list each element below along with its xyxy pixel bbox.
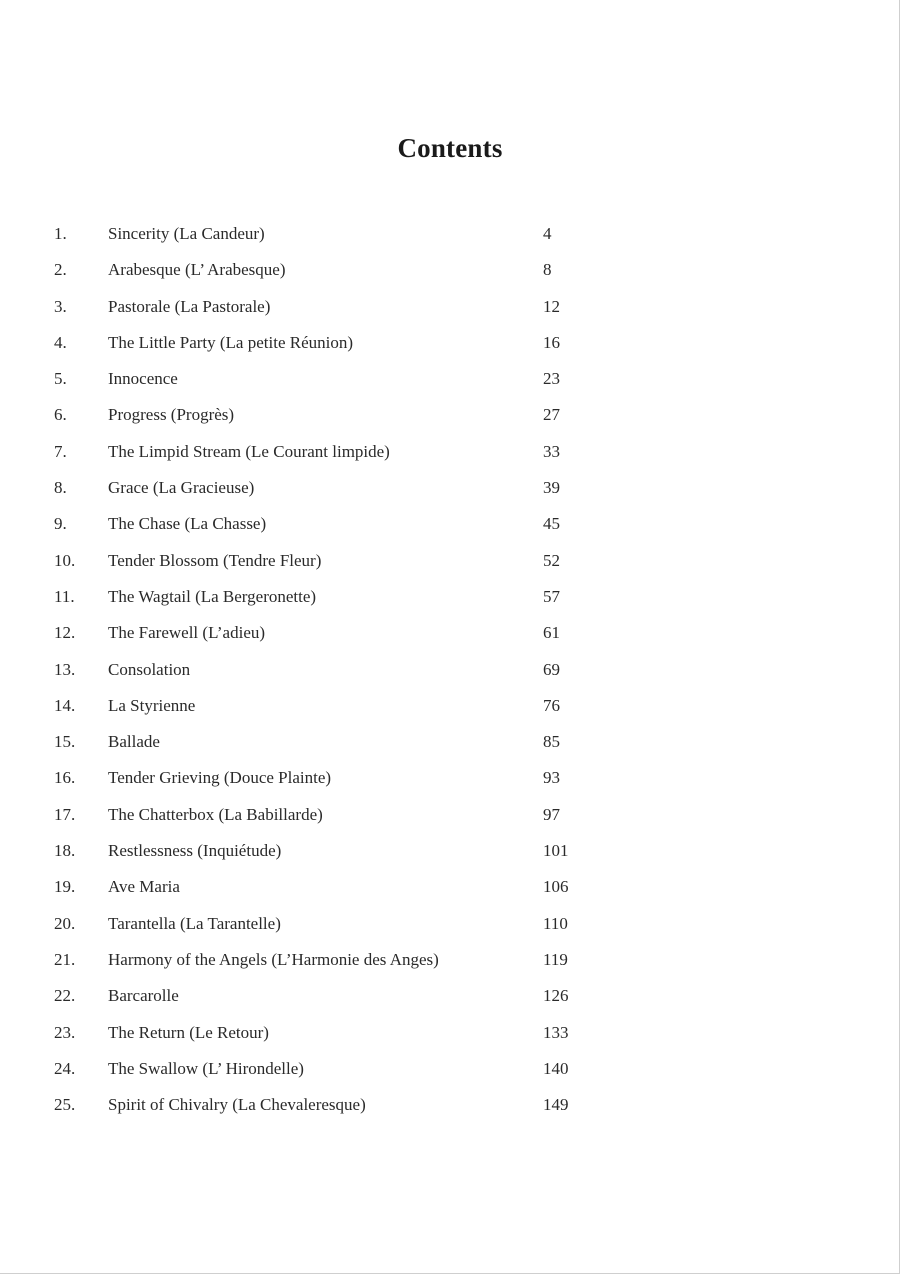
toc-entry-number: 4.: [54, 332, 67, 352]
page-title: Contents: [397, 133, 503, 163]
toc-entry-number: 7.: [54, 441, 67, 461]
toc-entry: [0, 216, 900, 252]
toc-entry-number: 19.: [54, 877, 76, 897]
toc-entry-title: The Farewell (L’adieu): [108, 623, 266, 643]
toc-entry-title: Consolation: [108, 659, 191, 679]
toc-entry-number: 15.: [54, 732, 76, 752]
toc-entry-number: 20.: [54, 913, 76, 933]
toc-entry-title: Barcarolle: [108, 986, 179, 1006]
toc-entry-number: 16.: [54, 768, 76, 788]
toc-entry-page-number: 33: [543, 441, 560, 461]
toc-entry: [0, 289, 900, 325]
toc-entry-number: 14.: [54, 695, 76, 715]
toc-entry-page-number: 57: [543, 586, 560, 606]
toc-entry-title: Pastorale (La Pastorale): [108, 296, 271, 316]
toc-entry-number: 12.: [54, 623, 76, 643]
toc-entry: [0, 470, 900, 506]
toc-entry-number: 5.: [54, 369, 67, 389]
toc-entry-title: The Limpid Stream (Le Courant limpide): [108, 441, 390, 461]
toc-entry-title: The Wagtail (La Bergeronette): [108, 586, 317, 606]
toc-entry-number: 13.: [54, 659, 76, 679]
toc-entry-title: Innocence: [108, 369, 178, 389]
toc-entry-title: The Swallow (L’ Hirondelle): [108, 1058, 304, 1078]
toc-entry: [0, 833, 900, 869]
toc-entry-page-number: 61: [543, 623, 560, 643]
toc-entry-number: 23.: [54, 1022, 76, 1042]
toc-entry-page-number: 12: [543, 296, 560, 316]
toc-entry-page-number: 149: [543, 1095, 569, 1115]
toc-entry: [0, 434, 900, 470]
toc-entry-page-number: 97: [543, 804, 560, 824]
toc-entry: [0, 325, 900, 361]
toc-entry-title: The Chase (La Chasse): [108, 514, 267, 534]
toc-entry-page-number: 76: [543, 695, 560, 715]
toc-entry-number: 8.: [54, 478, 67, 498]
toc-entry-page-number: 93: [543, 768, 560, 788]
toc-entry-title: Ave Maria: [108, 877, 180, 897]
toc-entry-page-number: 45: [543, 514, 560, 534]
toc-entry-title: The Return (Le Retour): [108, 1022, 269, 1042]
toc-entry: [0, 797, 900, 833]
toc-entry-title: Tarantella (La Tarantelle): [108, 913, 281, 933]
toc-entry-number: 10.: [54, 550, 76, 570]
toc-entry-page-number: 39: [543, 478, 560, 498]
toc-entry: [0, 724, 900, 760]
toc-entry: [0, 1087, 900, 1123]
toc-entry: [0, 615, 900, 651]
toc-entry-title: Spirit of Chivalry (La Chevaleresque): [108, 1095, 366, 1115]
toc-entry: [0, 906, 900, 942]
toc-entry-number: 18.: [54, 841, 76, 861]
toc-entry-title: Tender Blossom (Tendre Fleur): [108, 550, 322, 570]
toc-entry-page-number: 106: [543, 877, 569, 897]
toc-entry-page-number: 16: [543, 332, 560, 352]
toc-entry: [0, 688, 900, 724]
toc-entry: [0, 942, 900, 978]
toc-entry-page-number: 119: [543, 949, 568, 969]
toc-entry-title: La Styrienne: [108, 695, 196, 715]
toc-entry-title: The Chatterbox (La Babillarde): [108, 804, 323, 824]
toc-entry: [0, 579, 900, 615]
toc-entry-title: The Little Party (La petite Réunion): [108, 332, 354, 352]
toc-entry-page-number: 140: [543, 1058, 569, 1078]
toc-entry-number: 6.: [54, 405, 67, 425]
toc-entry: [0, 543, 900, 579]
toc-entry-page-number: 52: [543, 550, 560, 570]
toc-entry-number: 24.: [54, 1058, 76, 1078]
table-of-contents: [0, 216, 900, 1123]
toc-entry: [0, 1015, 900, 1051]
toc-entry-number: 17.: [54, 804, 76, 824]
toc-entry-number: 9.: [54, 514, 67, 534]
toc-entry-number: 11.: [54, 586, 75, 606]
toc-entry: [0, 252, 900, 288]
toc-entry: [0, 978, 900, 1014]
toc-entry: [0, 760, 900, 796]
toc-entry-page-number: 133: [543, 1022, 569, 1042]
toc-entry: [0, 361, 900, 397]
toc-entry-number: 25.: [54, 1095, 76, 1115]
toc-entry-title: Grace (La Gracieuse): [108, 478, 255, 498]
toc-entry-number: 21.: [54, 949, 76, 969]
toc-entry-page-number: 110: [543, 913, 568, 933]
toc-entry-page-number: 23: [543, 369, 560, 389]
toc-entry-page-number: 4: [543, 224, 552, 243]
toc-entry-number: 22.: [54, 986, 76, 1006]
toc-entry-number: 1.: [54, 224, 67, 243]
toc-entry-page-number: 27: [543, 405, 560, 425]
toc-entry: [0, 506, 900, 542]
toc-entry-page-number: 85: [543, 732, 560, 752]
toc-entry: [0, 397, 900, 433]
toc-entry-title: Harmony of the Angels (L’Harmonie des Anges): [108, 949, 439, 969]
toc-entry-page-number: 126: [543, 986, 569, 1006]
toc-entry: [0, 869, 900, 905]
toc-entry-title: Restlessness (Inquiétude): [108, 841, 282, 861]
toc-entry-number: 2.: [54, 260, 67, 280]
toc-entry-page-number: 69: [543, 659, 560, 679]
toc-entry-title: Arabesque (L’ Arabesque): [108, 260, 286, 280]
toc-entry-number: 3.: [54, 296, 67, 316]
toc-entry: [0, 652, 900, 688]
toc-entry-title: Tender Grieving (Douce Plainte): [108, 768, 332, 788]
toc-entry-page-number: 8: [543, 260, 552, 280]
toc-entry-title: Sincerity (La Candeur): [108, 224, 265, 243]
toc-entry: [0, 1051, 900, 1087]
toc-entry-page-number: 101: [543, 841, 569, 861]
toc-entry-title: Progress (Progrès): [108, 405, 235, 425]
toc-entry-title: Ballade: [108, 732, 160, 752]
